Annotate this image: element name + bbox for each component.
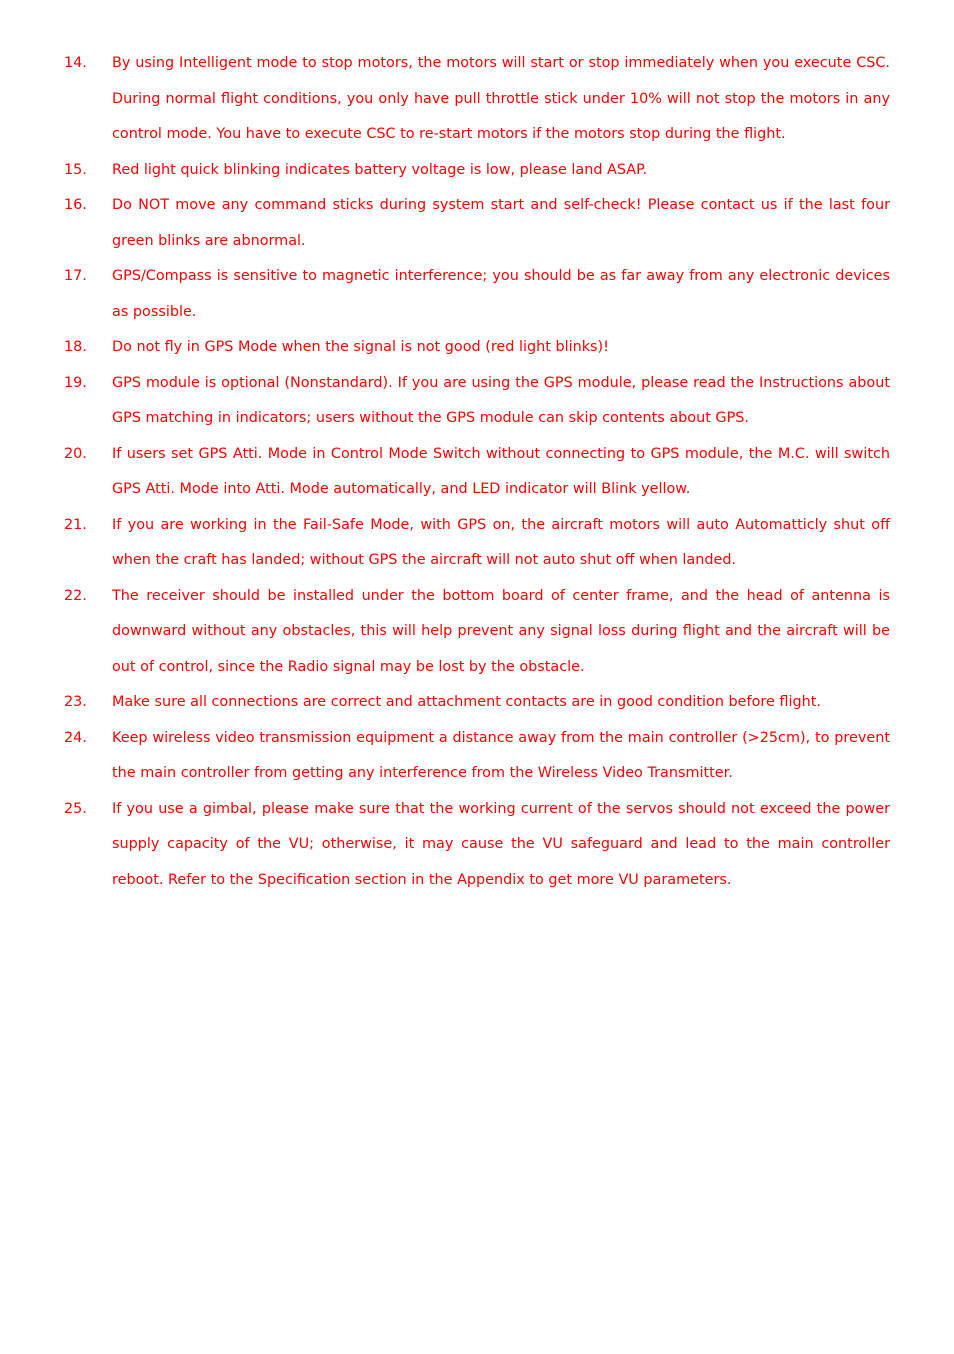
note-text: Red light quick blinking indicates battery voltage is low, please land ASAP. <box>112 161 648 178</box>
note-number: 22. <box>64 587 87 604</box>
note-item <box>64 330 890 366</box>
note-text: The receiver should be installed under the bottom board of center frame, and the head of antenna is downward without any obstacles, this will help prevent any signal loss during flight and the aircraft will be out of control, since the Radio signal may be lost by the obstacle. <box>112 587 890 675</box>
note-number: 15. <box>64 161 87 178</box>
note-item <box>64 437 890 508</box>
note-item <box>64 153 890 189</box>
note-item <box>64 259 890 330</box>
note-text: Keep wireless video transmission equipment a distance away from the main controller (>25cm), to prevent the main controller from getting any interference from the Wireless Video Transmitter. <box>112 729 890 781</box>
note-text: If users set GPS Atti. Mode in Control Mode Switch without connecting to GPS module, the M.C. will switch GPS Atti. Mode into Atti. Mode automatically, and LED indicator will Blink yellow. <box>112 445 890 497</box>
note-item <box>64 685 890 721</box>
note-number: 24. <box>64 729 87 746</box>
note-number: 23. <box>64 694 87 710</box>
note-text: GPS/Compass is sensitive to magnetic interference; you should be as far away from any electronic devices as possible. <box>112 268 890 320</box>
note-text: Do NOT move any command sticks during system start and self-check! Please contact us if the last four green blinks are abnormal. <box>112 197 890 249</box>
note-item <box>64 579 890 686</box>
note-text: If you use a gimbal, please make sure that the working current of the servos should not exceed the power supply capacity of the VU; otherwise, it may cause the VU safeguard and lead to the main controller reboot. Refer to the Specification section in the Appendix to get more VU parameters. <box>112 800 890 888</box>
note-number: 25. <box>64 800 87 817</box>
note-item <box>64 792 890 899</box>
note-number: 19. <box>64 374 87 391</box>
note-item <box>64 46 890 153</box>
note-item <box>64 721 890 792</box>
note-text: By using Intelligent mode to stop motors, the motors will start or stop immediately when you execute CSC. During normal flight conditions, you only have pull throttle stick under 10% will not stop the motors in any control mode. You have to execute CSC to re-start motors if the motors stop during the flight. <box>112 55 890 142</box>
notes-list <box>64 46 890 898</box>
note-number: 20. <box>64 445 87 462</box>
note-text: Do not fly in GPS Mode when the signal is not good (red light blinks)! <box>112 339 609 355</box>
note-number: 17. <box>64 268 87 284</box>
note-number: 18. <box>64 339 87 355</box>
note-item <box>64 508 890 579</box>
note-text: Make sure all connections are correct and attachment contacts are in good condition before flight. <box>112 694 821 710</box>
note-text: GPS module is optional (Nonstandard). If you are using the GPS module, please read the Instructions about GPS matching in indicators; users without the GPS module can skip contents about GPS. <box>112 374 890 426</box>
note-item <box>64 188 890 259</box>
note-number: 16. <box>64 197 87 213</box>
note-text: If you are working in the Fail-Safe Mode, with GPS on, the aircraft motors will auto Automatticly shut off when the craft has landed; without GPS the aircraft will not auto shut off when landed. <box>112 516 890 568</box>
note-item <box>64 366 890 437</box>
note-number: 21. <box>64 516 87 533</box>
note-number: 14. <box>64 55 87 71</box>
